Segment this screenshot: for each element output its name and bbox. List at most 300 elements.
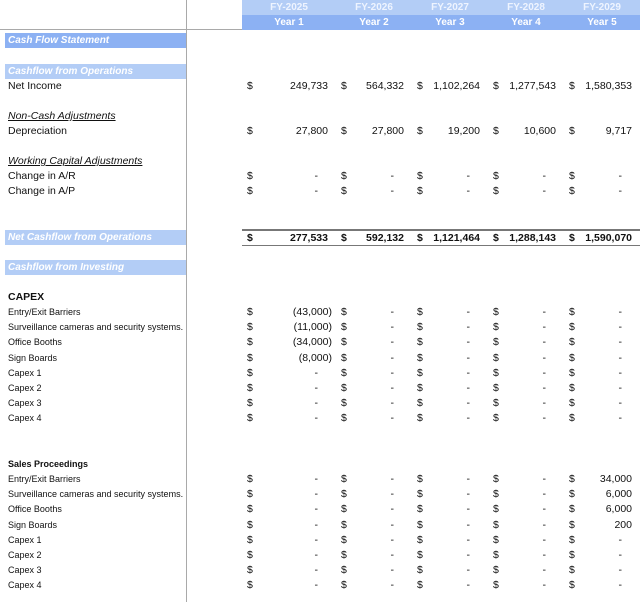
currency-symbol: $ bbox=[493, 397, 499, 410]
value-cells bbox=[242, 518, 640, 533]
value-cell[interactable] bbox=[564, 184, 640, 199]
currency-symbol: $ bbox=[493, 351, 499, 364]
capex-row bbox=[0, 320, 640, 335]
cell-value: - bbox=[542, 488, 546, 501]
currency-symbol: $ bbox=[493, 473, 499, 485]
value-cell[interactable] bbox=[336, 578, 412, 593]
sales-row bbox=[0, 472, 640, 487]
currency-symbol: $ bbox=[341, 306, 347, 318]
currency-symbol: $ bbox=[569, 170, 575, 182]
value-cell[interactable] bbox=[336, 335, 412, 350]
cell-value: - bbox=[466, 170, 470, 182]
value-cell[interactable] bbox=[564, 563, 640, 578]
cell-value: - bbox=[314, 488, 318, 501]
currency-symbol: $ bbox=[417, 412, 423, 425]
value-cell[interactable] bbox=[412, 124, 488, 139]
cell-value: - bbox=[314, 503, 318, 516]
row-label[interactable]: Capex 2 bbox=[8, 383, 42, 393]
value-cell[interactable] bbox=[564, 533, 640, 548]
value-cells bbox=[242, 533, 640, 548]
row-label[interactable]: CAPEX bbox=[8, 291, 45, 303]
value-cell[interactable] bbox=[242, 184, 336, 199]
value-cell[interactable] bbox=[336, 320, 412, 335]
value-cell[interactable] bbox=[488, 305, 564, 320]
value-cell[interactable] bbox=[336, 518, 412, 533]
cell-value: - bbox=[390, 321, 394, 334]
row-label[interactable]: Change in A/R bbox=[8, 170, 76, 182]
fy-header[interactable]: FY-2027 bbox=[431, 2, 469, 13]
cell-value: - bbox=[466, 185, 470, 197]
cell-value: (11,000) bbox=[293, 321, 332, 334]
cell-value: - bbox=[542, 397, 546, 410]
value-cell[interactable] bbox=[242, 169, 336, 184]
currency-symbol: $ bbox=[493, 232, 499, 244]
cell-value: - bbox=[390, 579, 394, 592]
section-cash-flow-statement[interactable]: Cash Flow Statement bbox=[5, 33, 186, 48]
currency-symbol: $ bbox=[341, 351, 347, 364]
currency-symbol: $ bbox=[341, 321, 347, 334]
value-cell[interactable] bbox=[488, 351, 564, 366]
cell-value: - bbox=[618, 306, 622, 318]
row-label[interactable]: Capex 4 bbox=[8, 413, 42, 424]
cell-value: - bbox=[542, 518, 546, 531]
value-cell[interactable] bbox=[242, 305, 336, 320]
year-header[interactable]: Year 5 bbox=[587, 17, 617, 28]
currency-symbol: $ bbox=[247, 518, 253, 531]
currency-symbol: $ bbox=[417, 232, 423, 244]
value-cell[interactable] bbox=[336, 563, 412, 578]
cell-value: - bbox=[466, 533, 470, 546]
value-cell[interactable] bbox=[564, 411, 640, 426]
currency-symbol: $ bbox=[493, 170, 499, 182]
cell-value: - bbox=[466, 412, 470, 425]
row-label[interactable]: Sales Proceedings bbox=[8, 459, 89, 469]
value-cell[interactable] bbox=[488, 124, 564, 139]
currency-symbol: $ bbox=[493, 366, 499, 379]
value-cell[interactable] bbox=[564, 169, 640, 184]
cell-value: - bbox=[542, 185, 546, 197]
year-header[interactable]: Year 1 bbox=[274, 17, 304, 28]
currency-symbol: $ bbox=[247, 125, 253, 137]
value-cell[interactable] bbox=[412, 518, 488, 533]
currency-symbol: $ bbox=[417, 549, 423, 561]
value-cell[interactable] bbox=[412, 79, 488, 94]
value-cell[interactable] bbox=[488, 335, 564, 350]
currency-symbol: $ bbox=[341, 533, 347, 546]
currency-symbol: $ bbox=[247, 503, 253, 516]
cell-value: - bbox=[466, 473, 470, 485]
fy-header[interactable]: FY-2029 bbox=[583, 2, 621, 13]
cell-value: 1,590,070 bbox=[585, 232, 632, 244]
currency-symbol: $ bbox=[341, 503, 347, 516]
currency-symbol: $ bbox=[493, 503, 499, 516]
cell-value: - bbox=[542, 473, 546, 485]
currency-symbol: $ bbox=[341, 80, 347, 92]
cell-value: - bbox=[466, 306, 470, 318]
value-cell[interactable] bbox=[336, 79, 412, 94]
value-cell[interactable] bbox=[564, 366, 640, 381]
value-cell[interactable] bbox=[242, 124, 336, 139]
value-cell[interactable] bbox=[412, 502, 488, 517]
row-label[interactable]: Entry/Exit Barriers bbox=[8, 307, 81, 317]
value-cell[interactable] bbox=[336, 351, 412, 366]
section-net-cashflow-operations[interactable]: Net Cashflow from Operations bbox=[5, 230, 186, 245]
currency-symbol: $ bbox=[417, 170, 423, 182]
capex-row bbox=[0, 351, 640, 366]
cell-value: - bbox=[466, 518, 470, 531]
currency-symbol: $ bbox=[247, 336, 253, 349]
currency-symbol: $ bbox=[569, 564, 575, 577]
row-label[interactable]: Non-Cash Adjustments bbox=[8, 110, 116, 122]
sales-row bbox=[0, 563, 640, 578]
currency-symbol: $ bbox=[341, 549, 347, 561]
cell-value: - bbox=[390, 397, 394, 410]
cell-value: - bbox=[390, 488, 394, 501]
currency-symbol: $ bbox=[247, 351, 253, 364]
value-cell[interactable] bbox=[488, 231, 564, 246]
currency-symbol: $ bbox=[417, 488, 423, 501]
value-cell[interactable] bbox=[564, 305, 640, 320]
cell-value: - bbox=[466, 564, 470, 577]
value-cell[interactable] bbox=[488, 320, 564, 335]
currency-symbol: $ bbox=[569, 412, 575, 425]
value-cell[interactable] bbox=[412, 169, 488, 184]
currency-symbol: $ bbox=[493, 488, 499, 501]
value-cell[interactable] bbox=[564, 124, 640, 139]
value-cells bbox=[242, 305, 640, 320]
value-cell[interactable] bbox=[412, 472, 488, 487]
value-cells bbox=[242, 184, 640, 199]
row-label[interactable]: Sign Boards bbox=[8, 352, 58, 363]
value-cell[interactable] bbox=[242, 381, 336, 396]
cell-value: - bbox=[466, 549, 470, 561]
value-cell[interactable] bbox=[242, 351, 336, 366]
value-cell[interactable] bbox=[336, 548, 412, 563]
value-cell[interactable] bbox=[242, 396, 336, 411]
value-cell[interactable] bbox=[412, 533, 488, 548]
row-label[interactable]: Change in A/P bbox=[8, 185, 76, 197]
cell-value: - bbox=[390, 170, 394, 182]
value-cell[interactable] bbox=[336, 381, 412, 396]
row-label[interactable]: Entry/Exit Barriers bbox=[8, 474, 81, 484]
value-cell[interactable] bbox=[488, 396, 564, 411]
row-label[interactable]: Capex 1 bbox=[8, 534, 42, 545]
value-cell[interactable] bbox=[336, 533, 412, 548]
subheading-capex bbox=[0, 290, 640, 305]
value-cell[interactable] bbox=[488, 578, 564, 593]
value-cell[interactable] bbox=[488, 366, 564, 381]
value-cell[interactable] bbox=[488, 472, 564, 487]
year-header[interactable]: Year 4 bbox=[511, 17, 541, 28]
value-cell[interactable] bbox=[488, 502, 564, 517]
value-cell[interactable] bbox=[564, 320, 640, 335]
cell-value: - bbox=[542, 336, 546, 349]
currency-symbol: $ bbox=[247, 306, 253, 318]
value-cell[interactable] bbox=[564, 578, 640, 593]
cell-value: - bbox=[314, 549, 318, 561]
year-header[interactable]: Year 2 bbox=[359, 17, 389, 28]
cell-value: - bbox=[390, 351, 394, 364]
capex-row bbox=[0, 335, 640, 350]
cell-value: - bbox=[618, 549, 622, 561]
value-cell[interactable] bbox=[488, 411, 564, 426]
row-label[interactable]: Sign Boards bbox=[8, 519, 58, 530]
value-cell[interactable] bbox=[564, 518, 640, 533]
cell-value: 19,200 bbox=[447, 125, 480, 137]
currency-symbol: $ bbox=[417, 533, 423, 546]
value-cells bbox=[242, 124, 640, 139]
cell-value: - bbox=[390, 564, 394, 577]
currency-symbol: $ bbox=[247, 533, 253, 546]
value-cell[interactable] bbox=[412, 320, 488, 335]
row-label[interactable]: Capex 1 bbox=[8, 367, 42, 378]
currency-symbol: $ bbox=[417, 351, 423, 364]
currency-symbol: $ bbox=[417, 518, 423, 531]
section-cashflow-operations[interactable]: Cashflow from Operations bbox=[5, 64, 186, 79]
currency-symbol: $ bbox=[569, 488, 575, 501]
currency-symbol: $ bbox=[417, 397, 423, 410]
value-cell[interactable] bbox=[336, 366, 412, 381]
currency-symbol: $ bbox=[569, 518, 575, 531]
fy-header[interactable]: FY-2026 bbox=[355, 2, 393, 13]
currency-symbol: $ bbox=[341, 185, 347, 197]
fy-header[interactable]: FY-2028 bbox=[507, 2, 545, 13]
value-cell[interactable] bbox=[242, 533, 336, 548]
capex-row bbox=[0, 305, 640, 320]
cell-value: - bbox=[314, 397, 318, 410]
value-cell[interactable] bbox=[336, 487, 412, 502]
value-cell[interactable] bbox=[564, 502, 640, 517]
value-cell[interactable] bbox=[564, 351, 640, 366]
value-cell[interactable] bbox=[336, 472, 412, 487]
value-cells bbox=[242, 229, 640, 246]
value-cell[interactable] bbox=[488, 563, 564, 578]
cell-value: - bbox=[542, 412, 546, 425]
row-label[interactable]: Capex 4 bbox=[8, 580, 42, 591]
value-cell[interactable] bbox=[564, 381, 640, 396]
currency-symbol: $ bbox=[341, 170, 347, 182]
value-cell[interactable] bbox=[488, 169, 564, 184]
value-cell[interactable] bbox=[412, 381, 488, 396]
value-cell[interactable] bbox=[336, 124, 412, 139]
currency-symbol: $ bbox=[341, 232, 347, 244]
value-cell[interactable] bbox=[242, 487, 336, 502]
currency-symbol: $ bbox=[247, 473, 253, 485]
value-cell[interactable] bbox=[412, 305, 488, 320]
value-cell[interactable] bbox=[242, 548, 336, 563]
currency-symbol: $ bbox=[341, 488, 347, 501]
value-cell[interactable] bbox=[242, 518, 336, 533]
cell-value: - bbox=[466, 351, 470, 364]
currency-symbol: $ bbox=[493, 412, 499, 425]
value-cell[interactable] bbox=[564, 335, 640, 350]
cell-value: - bbox=[390, 366, 394, 379]
value-cell[interactable] bbox=[412, 563, 488, 578]
row-label[interactable]: Capex 3 bbox=[8, 398, 42, 409]
value-cells bbox=[242, 396, 640, 411]
value-cells bbox=[242, 351, 640, 366]
value-cell[interactable] bbox=[488, 533, 564, 548]
cell-value: - bbox=[390, 336, 394, 349]
value-cell[interactable] bbox=[336, 502, 412, 517]
value-cells bbox=[242, 411, 640, 426]
value-cell[interactable] bbox=[242, 502, 336, 517]
value-cell[interactable] bbox=[564, 548, 640, 563]
currency-symbol: $ bbox=[341, 397, 347, 410]
value-cell[interactable] bbox=[412, 578, 488, 593]
cell-value: - bbox=[466, 579, 470, 592]
value-cell[interactable] bbox=[564, 487, 640, 502]
value-cell[interactable] bbox=[412, 396, 488, 411]
currency-symbol: $ bbox=[569, 579, 575, 592]
currency-symbol: $ bbox=[493, 125, 499, 137]
currency-symbol: $ bbox=[247, 564, 253, 577]
value-cell[interactable] bbox=[336, 305, 412, 320]
cell-value: - bbox=[314, 533, 318, 546]
cell-value: - bbox=[466, 488, 470, 501]
cell-value: - bbox=[314, 382, 318, 394]
currency-symbol: $ bbox=[493, 80, 499, 92]
currency-symbol: $ bbox=[341, 336, 347, 349]
currency-symbol: $ bbox=[247, 80, 253, 92]
row-change-ap bbox=[0, 184, 640, 199]
row-label[interactable]: Capex 3 bbox=[8, 565, 42, 576]
sales-row bbox=[0, 518, 640, 533]
section-cashflow-investing[interactable]: Cashflow from Investing bbox=[5, 260, 186, 275]
currency-symbol: $ bbox=[341, 473, 347, 485]
currency-symbol: $ bbox=[493, 185, 499, 197]
value-cell[interactable] bbox=[412, 366, 488, 381]
value-cell[interactable] bbox=[242, 320, 336, 335]
cell-value: - bbox=[390, 473, 394, 485]
cell-value: - bbox=[390, 533, 394, 546]
currency-symbol: $ bbox=[247, 321, 253, 334]
cell-value: - bbox=[390, 382, 394, 394]
value-cells bbox=[242, 472, 640, 487]
value-cells bbox=[242, 79, 640, 94]
value-cell[interactable] bbox=[412, 548, 488, 563]
currency-symbol: $ bbox=[569, 80, 575, 92]
value-cell[interactable] bbox=[336, 231, 412, 246]
row-label[interactable]: Capex 2 bbox=[8, 550, 42, 560]
value-cell[interactable] bbox=[242, 472, 336, 487]
value-cell[interactable] bbox=[336, 396, 412, 411]
year-header-row bbox=[242, 15, 640, 30]
currency-symbol: $ bbox=[341, 366, 347, 379]
value-cell[interactable] bbox=[488, 548, 564, 563]
value-cell[interactable] bbox=[336, 184, 412, 199]
value-cell[interactable] bbox=[242, 335, 336, 350]
value-cell[interactable] bbox=[336, 169, 412, 184]
cell-value: - bbox=[314, 473, 318, 485]
cell-value: - bbox=[390, 503, 394, 516]
cell-value: - bbox=[542, 533, 546, 546]
cell-value: - bbox=[618, 321, 622, 334]
cell-value: - bbox=[618, 382, 622, 394]
value-cell[interactable] bbox=[564, 396, 640, 411]
cell-value: - bbox=[314, 170, 318, 182]
value-cell[interactable] bbox=[242, 563, 336, 578]
currency-symbol: $ bbox=[417, 382, 423, 394]
fy-header[interactable]: FY-2025 bbox=[270, 2, 308, 13]
row-label[interactable]: Depreciation bbox=[8, 125, 67, 137]
row-label[interactable]: Surveillance cameras and security systems. bbox=[8, 322, 184, 333]
currency-symbol: $ bbox=[569, 351, 575, 364]
currency-symbol: $ bbox=[247, 185, 253, 197]
currency-symbol: $ bbox=[417, 80, 423, 92]
value-cell[interactable] bbox=[412, 231, 488, 246]
value-cell[interactable] bbox=[336, 411, 412, 426]
value-cell[interactable] bbox=[412, 411, 488, 426]
sales-row bbox=[0, 502, 640, 517]
value-cells bbox=[242, 169, 640, 184]
value-cells bbox=[242, 335, 640, 350]
value-cell[interactable] bbox=[564, 79, 640, 94]
value-cell[interactable] bbox=[242, 79, 336, 94]
value-cell[interactable] bbox=[242, 231, 336, 246]
sales-row bbox=[0, 578, 640, 593]
cell-value: - bbox=[466, 321, 470, 334]
row-label[interactable]: Office Booths bbox=[8, 337, 62, 348]
cell-value: - bbox=[314, 366, 318, 379]
value-cell[interactable] bbox=[488, 518, 564, 533]
cell-value: - bbox=[542, 321, 546, 334]
currency-symbol: $ bbox=[569, 382, 575, 394]
cell-value: - bbox=[314, 564, 318, 577]
value-cells bbox=[242, 487, 640, 502]
value-cell[interactable] bbox=[488, 79, 564, 94]
value-cell[interactable] bbox=[564, 231, 640, 246]
value-cell[interactable] bbox=[242, 366, 336, 381]
value-cell[interactable] bbox=[242, 411, 336, 426]
sales-row bbox=[0, 548, 640, 563]
currency-symbol: $ bbox=[417, 503, 423, 516]
currency-symbol: $ bbox=[417, 336, 423, 349]
cell-value: - bbox=[314, 579, 318, 592]
cell-value: (8,000) bbox=[298, 351, 332, 364]
row-label[interactable]: Net Income bbox=[8, 80, 62, 92]
value-cell[interactable] bbox=[488, 381, 564, 396]
currency-symbol: $ bbox=[569, 397, 575, 410]
value-cell[interactable] bbox=[412, 351, 488, 366]
currency-symbol: $ bbox=[569, 503, 575, 516]
currency-symbol: $ bbox=[569, 366, 575, 379]
cell-value: - bbox=[390, 185, 394, 197]
value-cell[interactable] bbox=[412, 487, 488, 502]
value-cell[interactable] bbox=[412, 335, 488, 350]
cell-value: - bbox=[618, 564, 622, 577]
value-cell[interactable] bbox=[564, 472, 640, 487]
cell-value: 1,121,464 bbox=[433, 232, 480, 244]
value-cell[interactable] bbox=[488, 184, 564, 199]
value-cell[interactable] bbox=[488, 487, 564, 502]
value-cell[interactable] bbox=[242, 578, 336, 593]
capex-row bbox=[0, 396, 640, 411]
currency-symbol: $ bbox=[247, 412, 253, 425]
currency-symbol: $ bbox=[341, 412, 347, 425]
currency-symbol: $ bbox=[569, 549, 575, 561]
year-header[interactable]: Year 3 bbox=[435, 17, 465, 28]
row-label[interactable]: Working Capital Adjustments bbox=[8, 155, 143, 167]
row-label[interactable]: Office Booths bbox=[8, 504, 62, 515]
currency-symbol: $ bbox=[493, 564, 499, 577]
value-cell[interactable] bbox=[412, 184, 488, 199]
currency-symbol: $ bbox=[569, 473, 575, 485]
cell-value: 27,800 bbox=[371, 125, 404, 137]
capex-row bbox=[0, 381, 640, 396]
row-label[interactable]: Surveillance cameras and security systems. bbox=[8, 489, 184, 500]
currency-symbol: $ bbox=[493, 518, 499, 531]
